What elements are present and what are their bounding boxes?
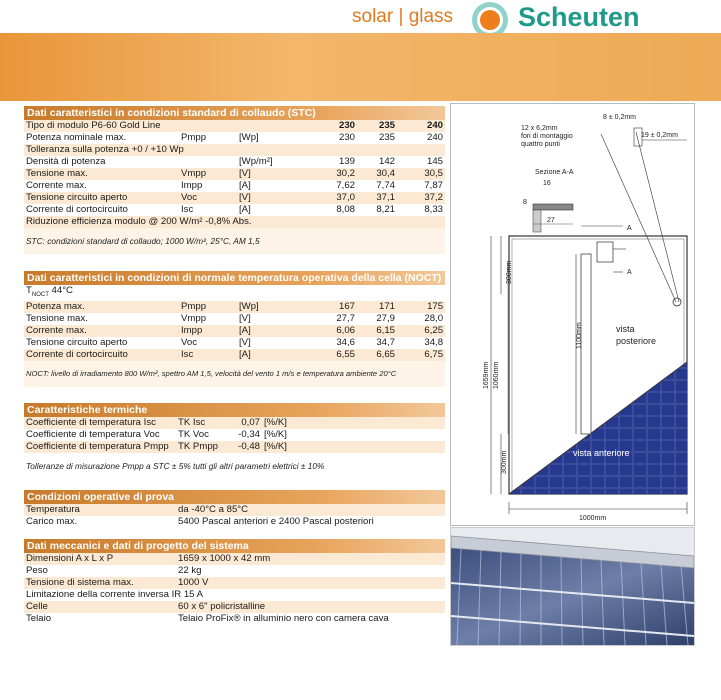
table-row <box>24 120 445 132</box>
table-row <box>24 313 445 325</box>
brand-glass-text: glass <box>408 6 454 27</box>
value-cell: 8,21 <box>357 204 397 216</box>
holes-label-2: fori di montaggio <box>521 133 573 140</box>
symbol-cell: Isc <box>179 204 237 216</box>
table-row <box>24 613 445 625</box>
value-cell: 175 <box>397 301 445 313</box>
row-label: Tensione circuito aperto <box>24 192 179 204</box>
value-cell: 27,9 <box>357 313 397 325</box>
dim-16-label: 16 <box>543 180 551 187</box>
row-label: Tensione max. <box>24 313 179 325</box>
row-label: Riduzione efficienza modulo @ 200 W/m² -0,8% Abs. <box>24 216 445 228</box>
value-cell: 60 x 6" policristalline <box>176 601 445 613</box>
value-cell: 30,5 <box>397 168 445 180</box>
table-row <box>24 589 445 601</box>
value-cell: 27,7 <box>317 313 357 325</box>
value-cell: 8,33 <box>397 204 445 216</box>
value-cell: da -40°C a 85°C <box>176 504 445 516</box>
unit-cell: [V] <box>237 313 317 325</box>
rear-view-label-1: vista <box>616 324 635 334</box>
value-cell: 30,2 <box>317 168 357 180</box>
row-label: Coefficiente di temperatura Voc <box>24 429 176 441</box>
mechanical-section-title: Dati meccanici e dati di progetto del sistema <box>24 539 445 553</box>
value-cell: 5400 Pascal anteriori e 2400 Pascal posteriori <box>176 516 445 528</box>
table-row <box>24 441 445 453</box>
unit-cell: [A] <box>237 349 317 361</box>
table-row <box>24 192 445 204</box>
value-cell: 1000 V <box>176 577 445 589</box>
value-cell: 37,1 <box>357 192 397 204</box>
value-cell: 6,06 <box>317 325 357 337</box>
row-label: Limitazione della corrente inversa IR 15 A <box>24 589 445 601</box>
value-cell: -0,34 <box>226 429 262 441</box>
table-row <box>24 429 445 441</box>
dim-1659-label: 1659mm <box>483 361 490 389</box>
value-cell: 7,87 <box>397 180 445 192</box>
noct-table <box>24 285 445 361</box>
table-row <box>24 168 445 180</box>
unit-cell: [%/K] <box>262 429 445 441</box>
value-cell: 37,0 <box>317 192 357 204</box>
junction-box <box>597 242 613 262</box>
row-label: Telaio <box>24 613 176 625</box>
value-cell: 240 <box>397 132 445 144</box>
table-row <box>24 156 445 168</box>
value-cell: 34,7 <box>357 337 397 349</box>
row-label: Corrente di cortocircuito <box>24 349 179 361</box>
symbol-cell: Isc <box>179 349 237 361</box>
value-cell: 235 <box>357 120 397 132</box>
row-label: Corrente max. <box>24 325 179 337</box>
noct-note: NOCT: livello di irradiamento 800 W/m², spettro AM 1,5, velocità del vento 1 m/s e temperatura ambiente 20°C <box>24 361 445 387</box>
table-row <box>24 516 445 528</box>
dim-top-label: 8 ± 0,2mm <box>603 114 637 121</box>
value-cell: 230 <box>317 132 357 144</box>
row-label: Potenza nominale max. <box>24 132 179 144</box>
module-photo-image <box>451 528 694 645</box>
unit-cell: [A] <box>237 325 317 337</box>
value-cell: 6,25 <box>397 325 445 337</box>
module-photo <box>450 527 695 646</box>
value-cell: 6,75 <box>397 349 445 361</box>
value-cell: 28,0 <box>397 313 445 325</box>
value-cell: Telaio ProFix® in alluminio nero con camera cava <box>176 613 445 625</box>
brand-solar-text: solar <box>352 6 394 27</box>
row-label: Coefficiente di temperatura Isc <box>24 417 176 429</box>
value-cell: 1659 x 1000 x 42 mm <box>176 553 445 565</box>
value-cell: 22 kg <box>176 565 445 577</box>
row-label: Corrente max. <box>24 180 179 192</box>
dim-1060-label: 1060mm <box>493 361 500 389</box>
unit-cell: [Wp/m²] <box>237 156 317 168</box>
table-row <box>24 325 445 337</box>
unit-cell: [A] <box>237 180 317 192</box>
row-label: Carico max. <box>24 516 176 528</box>
table-row <box>24 132 445 144</box>
section-profile <box>533 204 573 210</box>
symbol-cell: Pmpp <box>179 301 237 313</box>
row-label: Celle <box>24 601 176 613</box>
unit-cell: [Wp] <box>237 301 317 313</box>
holes-label-3: quattro punti <box>521 141 560 148</box>
table-row <box>24 577 445 589</box>
symbol-cell: Impp <box>179 325 237 337</box>
symbol-cell: TK Isc <box>176 417 226 429</box>
dim-300b-label: 300mm <box>501 450 508 474</box>
spec-column <box>24 103 445 625</box>
table-row <box>24 337 445 349</box>
row-label: Tipo di modulo P6-60 Gold Line <box>24 120 179 132</box>
value-cell: 8,08 <box>317 204 357 216</box>
unit-cell: [V] <box>237 337 317 349</box>
table-row <box>24 553 445 565</box>
thermal-table <box>24 417 445 453</box>
dim-1000-label: 1000mm <box>579 515 607 522</box>
section-label: Sezione A-A <box>535 169 574 176</box>
table-row <box>24 565 445 577</box>
unit-cell: [A] <box>237 204 317 216</box>
unit-cell: [%/K] <box>262 441 445 453</box>
front-view-label: vista anteriore <box>573 448 630 458</box>
section-a-label-2: A <box>627 269 632 276</box>
value-cell: 0,07 <box>226 417 262 429</box>
value-cell: 240 <box>397 120 445 132</box>
value-cell: 37,2 <box>397 192 445 204</box>
holes-label-1: 12 x 6,2mm <box>521 125 558 132</box>
unit-cell: [Wp] <box>237 132 317 144</box>
value-cell: -0,48 <box>226 441 262 453</box>
brand-tagline: solar | glass <box>352 6 454 27</box>
value-cell: 230 <box>317 120 357 132</box>
value-cell: 6,65 <box>357 349 397 361</box>
value-cell: 171 <box>357 301 397 313</box>
row-label: Tensione circuito aperto <box>24 337 179 349</box>
row-label: Tolleranza sulla potenza +0 / +10 Wp <box>24 144 445 156</box>
table-row <box>24 204 445 216</box>
table-row <box>24 216 445 228</box>
row-label: Tensione di sistema max. <box>24 577 176 589</box>
value-cell: 6,15 <box>357 325 397 337</box>
header-band <box>0 33 721 101</box>
value-cell: 7,74 <box>357 180 397 192</box>
symbol-cell: Voc <box>179 337 237 349</box>
symbol-cell: TK Pmpp <box>176 441 226 453</box>
row-label: Peso <box>24 565 176 577</box>
module-drawing <box>450 103 695 526</box>
stc-section-title: Dati caratteristici in condizioni standard di collaudo (STC) <box>24 106 445 120</box>
unit-cell: [V] <box>237 168 317 180</box>
value-cell: 142 <box>357 156 397 168</box>
dim-300a-label: 300mm <box>506 260 513 284</box>
brand-name: Scheuten <box>518 2 640 32</box>
value-cell: 6,55 <box>317 349 357 361</box>
value-cell: 235 <box>357 132 397 144</box>
table-row <box>24 349 445 361</box>
symbol-cell: Voc <box>179 192 237 204</box>
value-cell: 34,8 <box>397 337 445 349</box>
row-label: Densità di potenza <box>24 156 179 168</box>
mechanical-table <box>24 553 445 625</box>
stc-note: STC: condizioni standard di collaudo; 1000 W/m², 25°C, AM 1,5 <box>24 228 445 254</box>
module-drawing-svg <box>451 104 694 525</box>
thermal-section-title: Caratteristiche termiche <box>24 403 445 417</box>
table-row <box>24 301 445 313</box>
symbol-cell: Vmpp <box>179 313 237 325</box>
rear-view-label-2: posteriore <box>616 336 657 346</box>
noct-section-title: Dati caratteristici in condizioni di normale temperatura operativa della cella (NOCT) <box>24 271 445 285</box>
symbol-cell: Pmpp <box>179 132 237 144</box>
value-cell: 34,6 <box>317 337 357 349</box>
row-label: Corrente di cortocircuito <box>24 204 179 216</box>
unit-cell: [%/K] <box>262 417 445 429</box>
table-row <box>24 180 445 192</box>
table-row <box>24 144 445 156</box>
value-cell: 145 <box>397 156 445 168</box>
header <box>0 0 721 33</box>
row-label: Potenza max. <box>24 301 179 313</box>
tnoct-value: 44°C <box>51 285 73 296</box>
table-row <box>24 285 445 301</box>
dim-8-label: 8 <box>523 199 527 206</box>
table-row <box>24 504 445 516</box>
row-label: Temperatura <box>24 504 176 516</box>
symbol-cell: Impp <box>179 180 237 192</box>
symbol-cell: TK Voc <box>176 429 226 441</box>
value-cell: 7,62 <box>317 180 357 192</box>
dim-right-label: 19 ± 0,2mm <box>641 132 678 139</box>
dim-1100-label: 1100mm <box>576 322 583 349</box>
row-label: Tensione max. <box>24 168 179 180</box>
table-row <box>24 601 445 613</box>
dim-27-label: 27 <box>547 217 555 224</box>
operating-section-title: Condizioni operative di prova <box>24 490 445 504</box>
value-cell: 167 <box>317 301 357 313</box>
table-row <box>24 417 445 429</box>
operating-table <box>24 504 445 528</box>
value-cell: 30,4 <box>357 168 397 180</box>
thermal-note: Tolleranze di misurazione Pmpp a STC ± 5% tutti gli altri parametri elettrici ± 10% <box>24 453 445 479</box>
section-a-label: A <box>627 225 632 232</box>
tnoct-row: $T_{NOCT}$ 44°C <box>24 285 445 301</box>
stc-table <box>24 120 445 228</box>
symbol-cell: Vmpp <box>179 168 237 180</box>
unit-cell: [V] <box>237 192 317 204</box>
value-cell: 139 <box>317 156 357 168</box>
row-label: Dimensioni A x L x P <box>24 553 176 565</box>
row-label: Coefficiente di temperatura Pmpp <box>24 441 176 453</box>
